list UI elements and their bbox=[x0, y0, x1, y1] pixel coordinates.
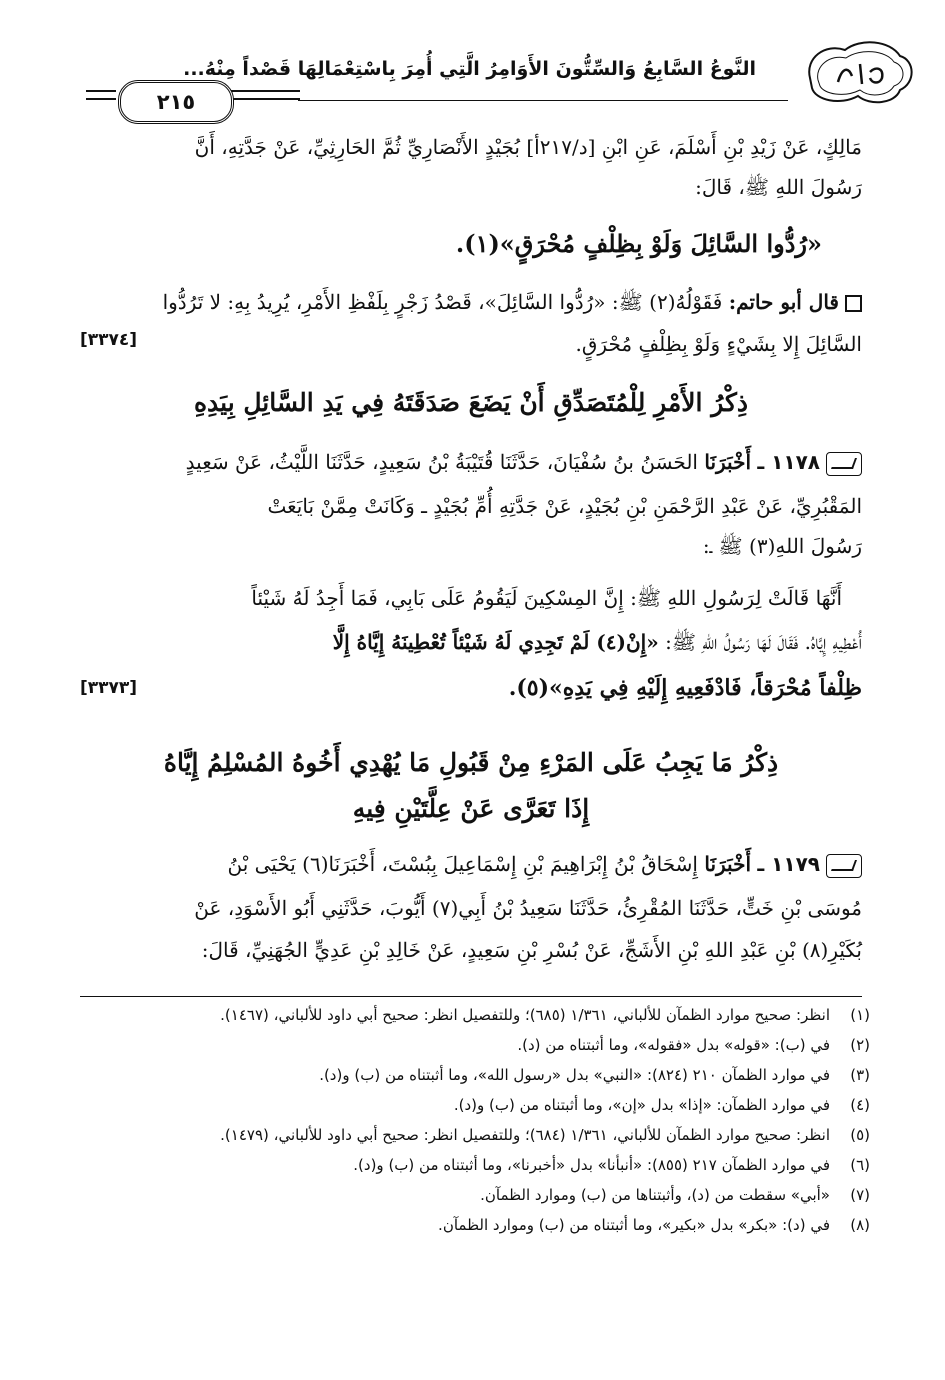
footnote-text: في موارد الظمآن ٢١٠ (٨٢٤): «النبي» بدل «رسول الله»، وما أثبتناه من (ب) و(د). bbox=[319, 1066, 830, 1084]
isnad-line: مُوسَى بْنِ خَتٍّ، حَدَّثَنَا المُقْرِئُ، حَدَّثَنَا سَعِيدُ بْنُ أَبِي(٧) أَيُّوبَ، حَدَّثَنِي أَبُو الأَسْوَدِ، عَنْ bbox=[194, 896, 862, 920]
running-title: النَّوعُ السَّابِعُ وَالسِّتُّونَ الأَوَامِرُ الَّتِي أُمِرَ بِاسْتِعْمَالِهَا قَصْداً مِنْهُ... bbox=[183, 58, 756, 80]
commentary-line bbox=[80, 280, 862, 324]
isnad-line: بُكَيْرِ(٨) بْنِ عَبْدِ اللهِ بْنِ الأَشَجِّ، عَنْ بُسْرِ بْنِ سَعِيدٍ، عَنْ خَالِدِ بْنِ عَدِيٍّ الجُهَنِيِّ، قَالَ: bbox=[201, 938, 862, 962]
hadith-quote: «إِنْ(٤) لَمْ تَجِدِي لَهُ شَيْئاً تُعْطِينَهُ إِيَّاهُ إِلَّا bbox=[332, 630, 659, 654]
header-double-rule-left bbox=[86, 90, 116, 100]
footnote bbox=[80, 1120, 870, 1150]
footnote bbox=[80, 1060, 870, 1090]
footnote-text: انظر: صحيح موارد الظمآن للألباني، ١/٣٦١ (٦٨٤)؛ وللتفصيل انظر: صحيح أبي داود للألباني، (١٤٧٩). bbox=[220, 1126, 830, 1144]
footnote-number: (٧) bbox=[850, 1186, 870, 1204]
header-double-rule bbox=[230, 90, 300, 100]
isnad-line: رَسُولَ اللهِ ﷺ، قَالَ: bbox=[695, 175, 862, 199]
page-header bbox=[78, 38, 868, 114]
commentary-text: فَقَوْلُهُ(٢) ﷺ: «رُدُّوا السَّائِلَ»، قَصْدُ زَجْرٍ بِلَفْظِ الأَمْرِ، يُرِيدُ بِهِ: لا تَرُدُّوا bbox=[162, 290, 723, 314]
footnote-text: في (د): «بكر» بدل «بكير»، وما أثبتناه من (ب) وموارد الظمآن. bbox=[438, 1216, 830, 1234]
footnote bbox=[80, 1030, 870, 1060]
hadith-number: ١١٧٩ ـ bbox=[757, 852, 820, 876]
footnote-number: (٥) bbox=[850, 1126, 870, 1144]
footnote-text: «أبي» سقطت من (د)، وأثبتناها من (ب) وموارد الظمآن. bbox=[480, 1186, 830, 1204]
hadith-text: «رُدُّوا السَّائِلَ وَلَوْ بِظِلْفٍ مُحْرَقٍ»(١). bbox=[455, 229, 822, 258]
isnad-text: إِسْحَاقُ بْنُ إِبْرَاهِيمَ بْنِ إِسْمَاعِيلَ بِبُسْتَ، أَخْبَرَنَا(٦) يَحْيَى بْنُ bbox=[227, 852, 698, 876]
footnote-number: (٣) bbox=[850, 1066, 870, 1084]
footnote bbox=[80, 1210, 870, 1240]
section-heading: إِذَا تَعَرَّى عَنْ عِلَّتَيْنِ فِيهِ bbox=[352, 794, 590, 823]
footnotes bbox=[80, 1000, 870, 1240]
hadith-1179-line bbox=[80, 842, 862, 886]
ornament-logo-icon bbox=[800, 38, 918, 108]
matn-text: أُعْطِيهِ إِيَّاهُ. فَقَالَ لَهَا رَسُولُ اللهِ ﷺ: bbox=[665, 630, 862, 654]
akhbarana-word: أَخْبَرَنَا bbox=[704, 450, 751, 474]
akhbarana-word: أَخْبَرَنَا bbox=[704, 852, 751, 876]
isnad-text: الحَسَنُ بنُ سُفْيَانَ، حَدَّثَنَا قُتَيْبَةُ بْنُ سَعِيدٍ، حَدَّثَنَا اللَّيْثُ، عَنْ سَعِيدٍ bbox=[185, 450, 698, 474]
hadith-number: ١١٧٨ ـ bbox=[757, 450, 820, 474]
footnote-number: (٦) bbox=[850, 1156, 870, 1174]
reference-number: [٣٣٧٣] bbox=[80, 678, 138, 698]
matn-line bbox=[80, 620, 862, 664]
footnote-number: (٢) bbox=[850, 1036, 870, 1054]
commentary-label: قال أبو حاتم: bbox=[728, 290, 839, 314]
footnote-text: في موارد الظمآن ٢١٧ (٨٥٥): «أنبأنا» بدل «أخبرنا»، وما أثبتناه من (ب) و(د). bbox=[353, 1156, 830, 1174]
footnote-number: (١) bbox=[850, 1006, 870, 1024]
footnote bbox=[80, 1000, 870, 1030]
hadith-1178-line bbox=[80, 440, 862, 484]
footnote-text: انظر: صحيح موارد الظمآن للألباني، ١/٣٦١ (٦٨٥)؛ وللتفصيل انظر: صحيح أبي داود للألباني، (١٤٦٧). bbox=[220, 1006, 830, 1024]
isnad-line: مَالِكٍ، عَنْ زَيْدِ بْنِ أَسْلَمَ، عَنِ ابْنِ [د/٢١٧أ] بُجَيْدٍ الأَنْصَارِيِّ ثُمَّ الحَارِثِيِّ، عَنْ جَدَّتِهِ، أَنَّ bbox=[194, 135, 862, 159]
footnote-separator bbox=[80, 996, 862, 997]
section-heading: ذِكْرُ مَا يَجِبُ عَلَى المَرْءِ مِنْ قَبُولِ مَا يُهْدِي أَخُوهُ المُسْلِمُ إِيَّاهُ bbox=[163, 748, 779, 777]
footnote-text: في موارد الظمآن: «إذا» بدل «إن»، وما أثبتناه من (ب) و(د). bbox=[453, 1096, 830, 1114]
footnote bbox=[80, 1180, 870, 1210]
page-number: ٢١٥ bbox=[118, 80, 234, 124]
commentary-line: السَّائِلَ إِلا بِشَيْءٍ وَلَوْ بِظِلْفٍ مُحْرَقٍ. bbox=[575, 332, 862, 356]
isnad-line: المَقْبُرِيِّ، عَنْ عَبْدِ الرَّحْمَنِ بْنِ بُجَيْدٍ، عَنْ جَدَّتِهِ أُمِّ بُجَيْدٍ ـ وَكَانَتْ مِمَّنْ بَايَعَتْ bbox=[267, 494, 862, 518]
footnote bbox=[80, 1090, 870, 1120]
footnote bbox=[80, 1150, 870, 1180]
isnad-line: رَسُولَ اللهِ(٣) ﷺ ـ: bbox=[702, 534, 862, 558]
header-rule bbox=[298, 100, 788, 101]
hadith-badge-icon bbox=[826, 452, 862, 476]
matn-line: أَنَّهَا قَالَتْ لِرَسُولِ اللهِ ﷺ: إِنَّ المِسْكِينَ لَيَقُومُ عَلَى بَابِي، فَمَا أَجِدُ لَهُ شَيْئاً bbox=[251, 586, 842, 610]
hadith-badge-icon bbox=[826, 854, 862, 878]
hadith-quote-line: ظِلْفاً مُحْرَقاً، فَادْفَعِيهِ إِلَيْهِ فِي يَدِهِ»(٥). bbox=[508, 675, 862, 701]
footnote-text: في (ب): «قوله» بدل «فقوله»، وما أثبتناه من (د). bbox=[517, 1036, 830, 1054]
footnote-number: (٤) bbox=[850, 1096, 870, 1114]
reference-number: [٣٣٧٤] bbox=[80, 330, 138, 350]
section-heading: ذِكْرُ الأَمْرِ لِلْمُتَصَدِّقِ أَنْ يَضَعَ صَدَقَتَهُ فِي يَدِ السَّائِلِ بِيَدِهِ bbox=[193, 388, 749, 417]
square-marker-icon bbox=[845, 295, 862, 312]
footnote-number: (٨) bbox=[850, 1216, 870, 1234]
